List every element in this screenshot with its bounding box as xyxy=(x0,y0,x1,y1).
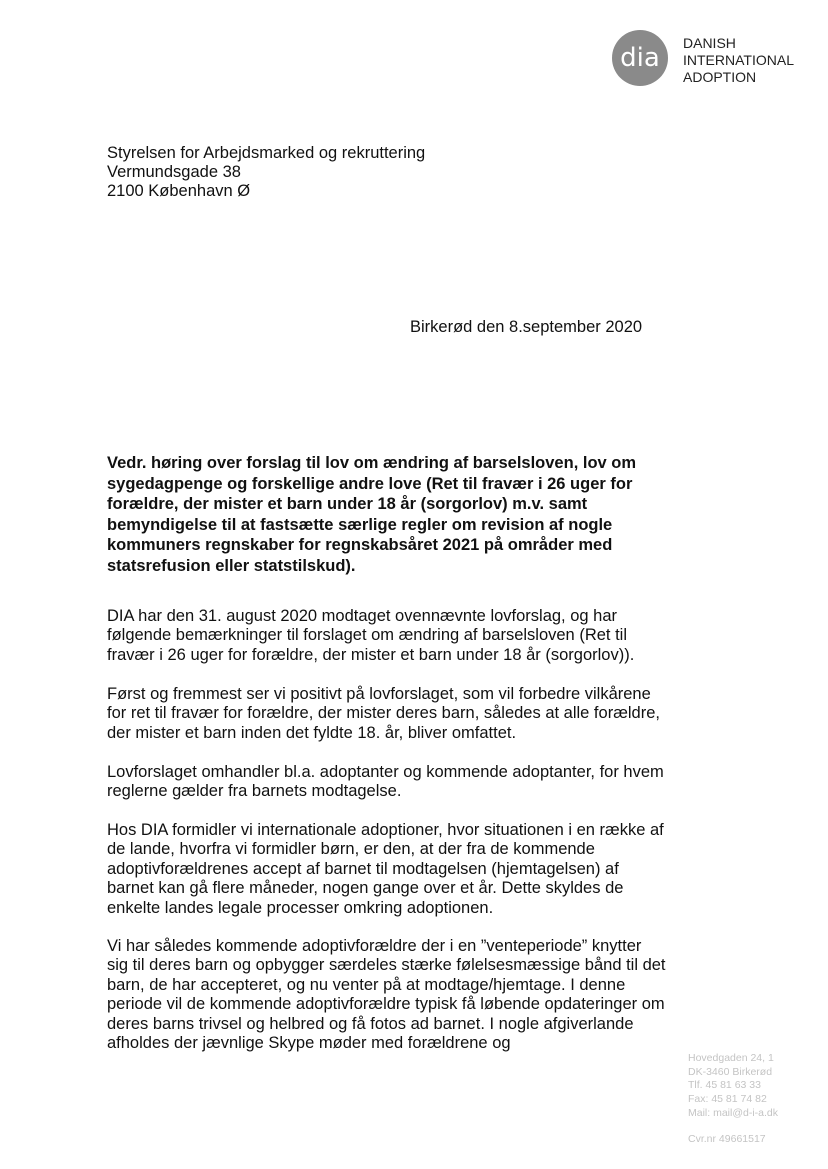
dia-logo xyxy=(612,30,668,86)
recipient-line: Vermundsgade 38 xyxy=(107,163,241,181)
body-paragraph: DIA har den 31. august 2020 modtaget ovennævnte lovforslag, og har følgende bemærkninger til forslaget om ændring af barselsloven (Ret til fravær i 26 uger for forældre, der mister et barn under 18 år (sorgorlov)). xyxy=(107,607,635,664)
recipient-address xyxy=(107,144,425,201)
footer-cvr: Cvr.nr 49661517 xyxy=(688,1132,766,1145)
body-paragraph: Først og fremmest ser vi positivt på lovforslaget, som vil forbedre vilkårene for ret til fravær for forældre, der mister deres barn, således at alle forældre, der mister et barn inden det fyldte 18. år, bliver omfattet. xyxy=(107,685,660,742)
body-paragraph: Lovforslaget omhandler bl.a. adoptanter og kommende adoptanter, for hvem reglerne gælder fra barnets modtagelse. xyxy=(107,763,664,801)
subject-heading: Vedr. høring over forslag til lov om ændring af barselsloven, lov om sygedagpenge og forskellige andre love (Ret til fravær i 26 uger for forældre, der mister et barn under 18 år (sorgorlov) m.v. samt bemyndigelse til at fastsætte særlige regler om revision af nogle kommuners regnskaber for regnskabsåret 2021 på områder med statsrefusion eller statstilskud). xyxy=(107,454,637,575)
recipient-line: 2100 København Ø xyxy=(107,182,251,200)
footer-line: Mail: mail@d-i-a.dk xyxy=(688,1106,779,1119)
org-line: DANISH xyxy=(683,35,736,51)
letter-date: Birkerød den 8.september 2020 xyxy=(410,318,643,336)
footer-line: Fax: 45 81 74 82 xyxy=(688,1093,767,1106)
org-line: INTERNATIONAL xyxy=(683,52,794,68)
logo-text: dia xyxy=(620,43,660,73)
body-paragraph: Hos DIA formidler vi internationale adoptioner, hvor situationen i en række af de lande, hvorfra vi formidler børn, er den, at der fra de kommende adoptivforældrenes accept af barnet til modtagelsen (hjemtagelsen) af barnet kan gå flere måneder, nogen gange over et år. Dette skyldes de enkelte landes legale processer omkring adoptionen. xyxy=(107,821,664,917)
body-paragraph: Vi har således kommende adoptivforældre der i en ”venteperiode” knytter sig til deres barn og opbygger særdeles stærke følelsesmæssige bånd til det barn, de har accepteret, og nu venter på at modtage/hjemtage. I denne periode vil de kommende adoptivforældre typisk få løbende opdateringer om deres barns trivsel og helbred og få fotos ad barnet. I nogle afgiverlande afholdes der jævnlige Skype møder med forældrene og xyxy=(107,937,666,1053)
footer-line: Tlf. 45 81 63 33 xyxy=(688,1079,761,1092)
recipient-line: Styrelsen for Arbejdsmarked og rekruttering xyxy=(107,144,426,162)
org-line: ADOPTION xyxy=(683,69,757,85)
footer-contact xyxy=(688,1052,778,1146)
footer-line: DK-3460 Birkerød xyxy=(688,1065,773,1078)
organization-name xyxy=(683,35,794,86)
footer-line: Hovedgaden 24, 1 xyxy=(688,1052,774,1064)
